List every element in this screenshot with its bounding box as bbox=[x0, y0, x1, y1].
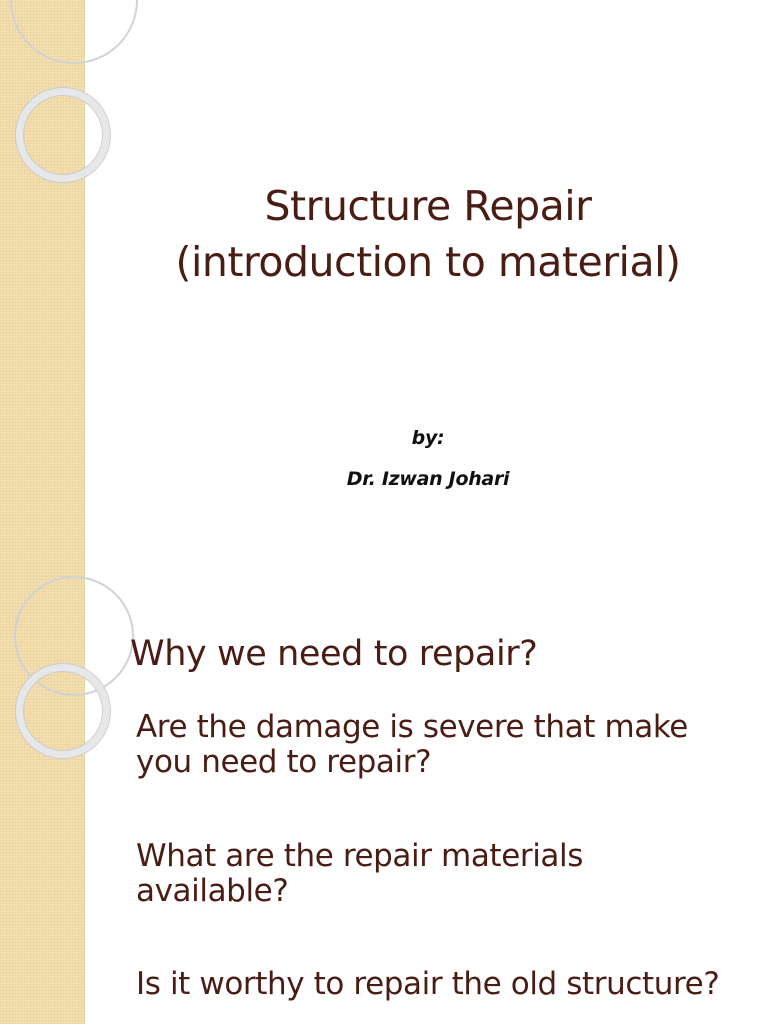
ring-decoration-small-icon bbox=[16, 88, 110, 182]
slide-why-repair bbox=[0, 576, 768, 1024]
title-line-2: (introduction to material) bbox=[175, 238, 681, 286]
by-label: by: bbox=[411, 427, 445, 449]
bullet-item: What are the repair materials available? bbox=[136, 838, 583, 909]
bullet-item: Are the damage is severe that make you need to repair? bbox=[136, 709, 688, 780]
title-line-1: Structure Repair bbox=[264, 182, 592, 230]
ring-decoration-small-icon bbox=[16, 664, 110, 758]
slide-title-text bbox=[100, 178, 756, 290]
bullet-item: Is it worthy to repair the old structure? bbox=[136, 966, 720, 1002]
side-panel bbox=[0, 576, 85, 1024]
slide-heading: Why we need to repair? bbox=[130, 634, 538, 674]
author-name: Dr. Izwan Johari bbox=[346, 468, 510, 490]
ring-decoration-large-icon bbox=[10, 0, 138, 64]
side-panel bbox=[0, 0, 85, 576]
